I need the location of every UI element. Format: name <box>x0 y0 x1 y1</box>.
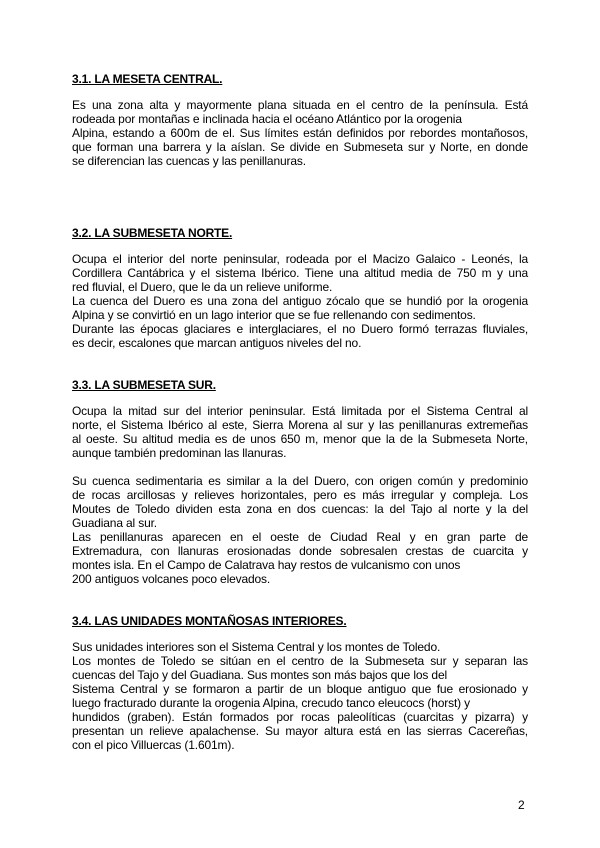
text-line: Sistema Central y se formaron a partir de un bloque antiguo que fue erosionado y <box>72 682 528 696</box>
page-number: 2 <box>518 798 525 812</box>
text-line: cuencas del Tajo y del Guadiana. Sus montes son más bajos que los del <box>72 668 447 682</box>
text-line: Durante las épocas glaciares e interglaciares, el no Duero formó terrazas fluviales, <box>72 322 528 336</box>
text-line: Extremadura, con llanuras erosionadas donde sobresalen crestas de cuarcita y <box>72 544 528 558</box>
paragraph <box>72 98 528 168</box>
text-line: red fluvial, el Duero, que le da un relieve uniforme. <box>72 280 333 294</box>
text-line: Las penillanuras aparecen en el oeste de Ciudad Real y en gran parte de <box>72 530 528 544</box>
section-meseta-central <box>72 72 528 168</box>
text-line: de rocas arcillosas y relieves horizontales, pero es más irregular y compleja. Los <box>72 488 528 502</box>
text-line: luego fracturado durante la orogenia Alpina, crecudo tanco eleucocs (horst) y <box>72 696 471 710</box>
section-submeseta-norte <box>72 226 528 350</box>
paragraph <box>72 252 528 350</box>
text-line: Guadiana al sur. <box>72 516 157 530</box>
text-line: Moutes de Toledo dividen esta zona en dos cuencas: la del Tajo al norte y la del <box>72 502 528 516</box>
text-line: norte, el Sistema Ibérico al este, Sierra Morena al sur y las penillanuras extremeñas <box>72 418 528 432</box>
text-line: con el pico Villuercas (1.601m). <box>72 738 235 752</box>
text-line: presentan un relieve apalachense. Su mayor altura está en las sierras Cacereñas, <box>72 724 528 738</box>
paragraph <box>72 640 528 752</box>
text-line: Alpina, estando a 600m de el. Sus límites están definidos por rebordes montañosos, <box>72 126 528 140</box>
text-line: aunque también predominan las llanuras. <box>72 446 287 460</box>
text-line: Ocupa el interior del norte peninsular, rodeada por el Macizo Galaico - Leonés, la <box>72 252 528 266</box>
text-line: que forman una barrera y la aíslan. Se divide en Submeseta sur y Norte, en donde <box>72 140 528 154</box>
section-heading: 3.1. LA MESETA CENTRAL. <box>72 72 223 86</box>
text-line: se diferencian las cuencas y las penillanuras. <box>72 154 306 168</box>
section-heading: 3.4. LAS UNIDADES MONTAÑOSAS INTERIORES. <box>72 614 347 628</box>
section-unidades-montanosas <box>72 614 528 752</box>
paragraph <box>72 404 528 460</box>
section-submeseta-sur <box>72 378 528 586</box>
section-heading: 3.3. LA SUBMESETA SUR. <box>72 378 216 392</box>
text-line: rodeada por montañas e inclinada hacia el océano Atlántico por la orogenia <box>72 112 462 126</box>
text-line: al oeste. Su altitud media es de unos 650 m, menor que la de la Submeseta Norte, <box>72 432 528 446</box>
text-line: montes isla. En el Campo de Calatrava hay restos de vulcanismo con unos <box>72 558 461 572</box>
text-line: Los montes de Toledo se sitúan en el centro de la Submeseta sur y separan las <box>72 654 528 668</box>
text-line: hundidos (graben). Están formados por rocas paleolíticas (cuarcitas y pizarra) y <box>72 710 528 724</box>
text-line: Ocupa la mitad sur del interior peninsular. Está limitada por el Sistema Central al <box>72 404 528 418</box>
text-line: Su cuenca sedimentaria es similar a la del Duero, con origen común y predominio <box>72 474 528 488</box>
text-line: Es una zona alta y mayormente plana situada en el centro de la península. Está <box>72 98 528 112</box>
section-heading: 3.2. LA SUBMESETA NORTE. <box>72 226 233 240</box>
text-line: Sus unidades interiores son el Sistema Central y los montes de Toledo. <box>72 640 441 654</box>
text-line: Alpina y se convirtió en un lago interior que se fue rellenando con sedimentos. <box>72 308 476 322</box>
text-line: 200 antiguos volcanes poco elevados. <box>72 572 271 586</box>
paragraph <box>72 474 528 586</box>
text-line: La cuenca del Duero es una zona del antiguo zócalo que se hundió por la orogenia <box>72 294 528 308</box>
text-line: Cordillera Cantábrica y el sistema Ibérico. Tiene una altitud media de 750 m y una <box>72 266 528 280</box>
text-line: es decir, escalones que marcan antiguos niveles del no. <box>72 336 362 350</box>
